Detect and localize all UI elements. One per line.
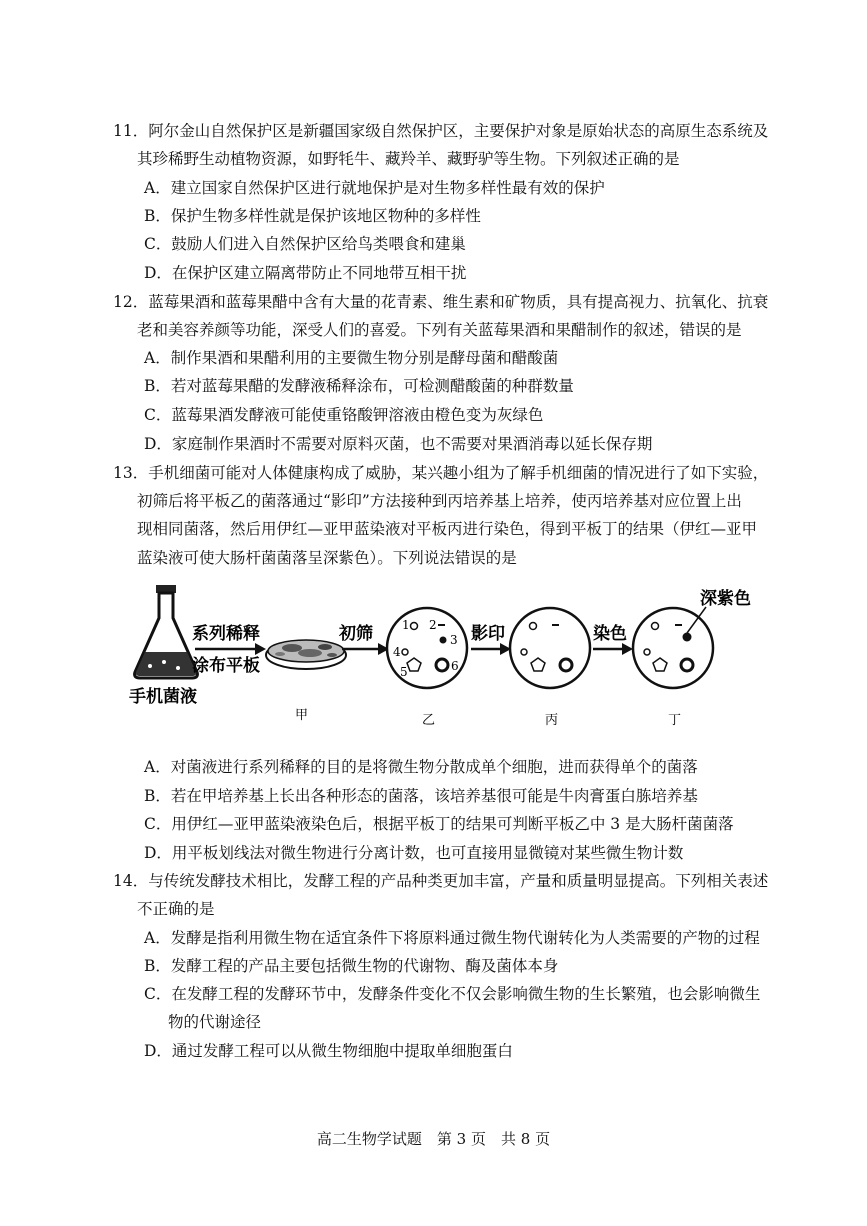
- arrow-head-step1: [255, 643, 266, 655]
- step-spread-label: 涂布平板: [192, 656, 260, 676]
- q11-option-a: A．建立国家自然保护区进行就地保护是对生物多样性最有效的保护: [144, 179, 605, 197]
- q13-option-a: A．对菌液进行系列稀释的目的是将微生物分散成单个细胞，进而获得单个的菌落: [144, 758, 698, 776]
- q14-option-d: D．通过发酵工程可以从微生物细胞中提取单细胞蛋白: [144, 1042, 513, 1060]
- q14-option-c-cont: 物的代谢途径: [168, 1013, 262, 1031]
- plate-bing: [510, 608, 590, 688]
- label-bing: 丙: [545, 713, 559, 728]
- petri-dish-jia: [266, 640, 346, 669]
- purple-colony: [683, 633, 692, 642]
- colony-3: [440, 637, 447, 644]
- q12-stem-line1: 12．蓝莓果酒和蓝莓果醋中含有大量的花青素、维生素和矿物质，具有提高视力、抗氧化、抗衰: [113, 293, 769, 311]
- arrow-head-step4: [622, 643, 633, 655]
- flask-label: 手机菌液: [129, 687, 197, 707]
- q14-stem-line2: 不正确的是: [137, 900, 215, 918]
- q12-stem-line2: 老和美容养颜等功能，深受人们的喜爱。下列有关蓝莓果酒和果醋制作的叙述，错误的是: [137, 321, 742, 339]
- colony-4-number: 4: [393, 645, 401, 659]
- q11-option-c: C．鼓励人们进入自然保护区给鸟类喂食和建巢: [144, 235, 466, 253]
- q14-option-b: B．发酵工程的产品主要包括微生物的代谢物、酶及菌体本身: [144, 957, 559, 975]
- q13-stem-line1: 13．手机细菌可能对人体健康构成了威胁，某兴趣小组为了解手机细菌的情况进行了如下实验，: [113, 464, 769, 482]
- page-footer: 高二生物学试题 第 3 页 共 8 页: [316, 1130, 551, 1148]
- plate-yi: [387, 608, 467, 688]
- q13-option-b: B．若在甲培养基上长出各种形态的菌落，该培养基很可能是牛肉膏蛋白胨培养基: [144, 787, 698, 805]
- q13-stem-line4: 蓝染液可使大肠杆菌菌落呈深紫色）。下列说法错误的是: [137, 549, 517, 567]
- step-stain-label: 染色: [593, 624, 627, 644]
- q11-stem-line1: 11．阿尔金山自然保护区是新疆国家级自然保护区，主要保护对象是原始状态的高原生态系统及: [113, 122, 769, 140]
- plate-ding: [633, 608, 713, 688]
- purple-label: 深紫色: [700, 589, 751, 609]
- q11-stem-line2: 其珍稀野生动植物资源，如野牦牛、藏羚羊、藏野驴等生物。下列叙述正确的是: [137, 150, 680, 168]
- step-replica-label: 影印: [471, 624, 505, 644]
- q12-option-c: C．蓝莓果酒发酵液可能使重铬酸钾溶液由橙色变为灰绿色: [144, 406, 544, 424]
- q14-option-a: A．发酵是指利用微生物在适宜条件下将原料通过微生物代谢转化为人类需要的产物的过程: [144, 929, 760, 947]
- q13-stem-line3: 现相同菌落，然后用伊红—亚甲蓝染液对平板丙进行染色，得到平板丁的结果（伊红—亚甲: [137, 520, 758, 538]
- q14-option-c: C．在发酵工程的发酵环节中，发酵条件变化不仅会影响微生物的生长繁殖，也会影响微生: [144, 985, 761, 1003]
- label-ding: 丁: [668, 713, 682, 728]
- colony-1-number: 1: [402, 618, 410, 632]
- q12-option-d: D．家庭制作果酒时不需要对原料灭菌，也不需要对果酒消毒以延长保存期: [144, 435, 653, 453]
- colony-3-number: 3: [450, 633, 458, 647]
- experiment-diagram: [120, 582, 760, 732]
- q11-option-d: D．在保护区建立隔离带防止不同地带互相干扰: [144, 264, 467, 282]
- q14-stem-line1: 14．与传统发酵技术相比，发酵工程的产品种类更加丰富，产量和质量明显提高。下列相关表述: [113, 872, 769, 890]
- q12-option-b: B．若对蓝莓果醋的发酵液稀释涂布，可检测醋酸菌的种群数量: [144, 377, 574, 395]
- colony-5-number: 5: [400, 665, 408, 679]
- label-yi: 乙: [422, 713, 436, 728]
- q13-stem-line2: 初筛后将平板乙的菌落通过“影印”方法接种到丙培养基上培养，使丙培养基对应位置上出: [137, 492, 742, 510]
- step-dilution-label: 系列稀释: [192, 624, 260, 644]
- q12-option-a: A．制作果酒和果醋利用的主要微生物分别是酵母菌和醋酸菌: [144, 349, 559, 367]
- colony-2-number: 2: [429, 618, 437, 632]
- q13-option-c: C．用伊红—亚甲蓝染液染色后，根据平板丁的结果可判断平板乙中 3 是大肠杆菌菌落: [144, 815, 734, 833]
- q11-option-b: B．保护生物多样性就是保护该地区物种的多样性: [144, 207, 481, 225]
- flask-icon: [135, 585, 198, 678]
- step-screening-label: 初筛: [339, 624, 373, 644]
- q13-option-d: D．用平板划线法对微生物进行分离计数，也可直接用显微镜对某些微生物计数: [144, 844, 684, 862]
- label-jia: 甲: [295, 708, 309, 723]
- colony-6-number: 6: [451, 659, 459, 673]
